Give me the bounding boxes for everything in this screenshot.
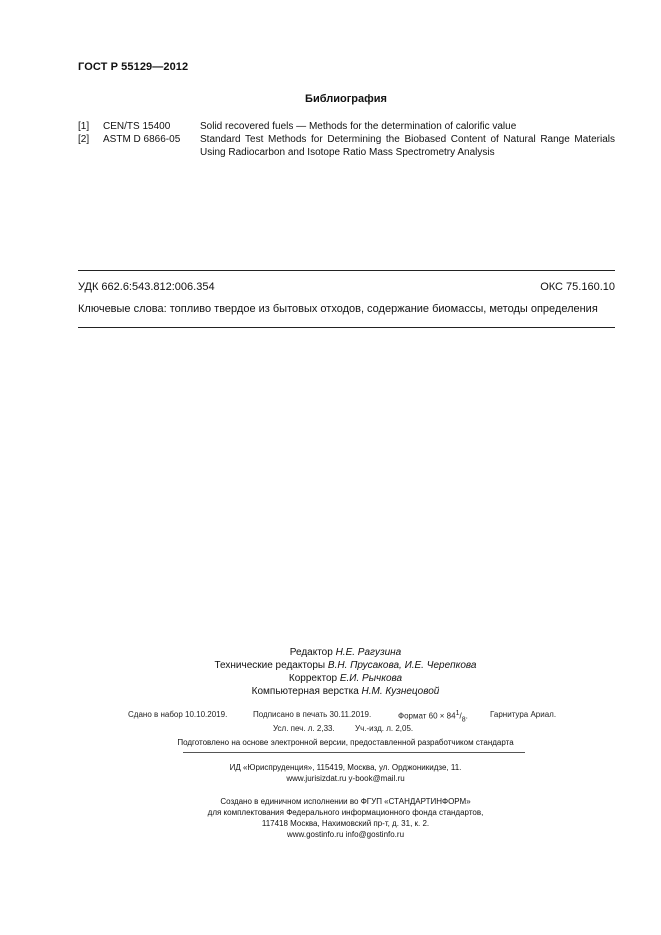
sheets-row: [0, 724, 661, 736]
credit-corrector: [0, 672, 661, 685]
imprint-line: Создано в единичном исполнении во ФГУП «СТАНДАРТИНФОРМ»: [220, 797, 471, 806]
credit-tech-editors: [0, 659, 661, 672]
reference-title-line: Using Radiocarbon and Isotope Ratio Mass Spectrometry Analysis: [200, 147, 495, 158]
reference-title: [200, 133, 615, 159]
submitted-date: Сдано в набор 10.10.2019.: [128, 710, 228, 719]
oks-code: ОКС 75.160.10: [540, 281, 615, 293]
imprint-line: www.gostinfo.ru info@gostinfo.ru: [286, 830, 405, 839]
bottom-divider: [78, 327, 615, 328]
reference-title-line: Solid recovered fuels — Methods for the determination of calorific value: [200, 121, 517, 132]
reference-title-line: Standard Test Methods for Determining the Biobased Content of Natural Range Materials: [200, 134, 615, 145]
bibliography-item: [78, 133, 616, 159]
print-sheets: Усл. печ. л. 2,33.: [273, 724, 335, 733]
credit-layout: [0, 685, 661, 698]
prepared-note: Подготовлено на основе электронной версии, предоставленной разработчиком стандарта: [177, 738, 514, 747]
credit-editor: [0, 646, 661, 659]
reference-number: [2]: [78, 134, 90, 145]
imprint-divider: [183, 752, 525, 753]
credit-label: Корректор: [288, 673, 338, 684]
credit-label: Редактор: [289, 647, 333, 658]
pub-sheets: Уч.-изд. л. 2,05.: [355, 724, 414, 733]
reference-number: [1]: [78, 121, 90, 132]
reference-code: CEN/TS 15400: [103, 121, 171, 132]
imprint-line: для комплектования Федерального информационного фонда стандартов,: [207, 808, 484, 817]
top-divider: [78, 270, 615, 271]
bibliography-item: [78, 120, 616, 133]
reference-title: [200, 120, 615, 133]
standard-code: ГОСТ Р 55129—2012: [78, 61, 189, 73]
credit-name: Е.И. Рычкова: [339, 673, 403, 684]
publishing-row: [0, 710, 661, 722]
credit-label: Технические редакторы: [214, 660, 326, 671]
credit-name: Н.Е. Рагузина: [335, 647, 402, 658]
credit-label: Компьютерная верстка: [251, 686, 359, 697]
format-info: Формат $60 \times 84^1/_8$.: [398, 710, 468, 724]
imprint-line: ИД «Юриспруденция», 115419, Москва, ул. Орджоникидзе, 11.: [229, 763, 462, 772]
keywords: Ключевые слова: топливо твердое из бытовых отходов, содержание биомассы, методы определения: [78, 303, 598, 315]
imprint-line: 117418 Москва, Нахимовский пр-т, д. 31, к. 2.: [261, 819, 430, 828]
imprint-line: www.jurisizdat.ru y-book@mail.ru: [286, 774, 405, 783]
typeface: Гарнитура Ариал.: [490, 710, 557, 719]
signed-date: Подписано в печать 30.11.2019.: [253, 710, 372, 719]
udk-code: УДК 662.6:543.812:006.354: [78, 281, 215, 293]
credit-name: В.Н. Прусакова, И.Е. Черепкова: [327, 660, 477, 671]
reference-code: ASTM D 6866-05: [103, 134, 181, 145]
credit-name: Н.М. Кузнецовой: [361, 686, 440, 697]
bibliography-title: Библиография: [305, 93, 387, 105]
